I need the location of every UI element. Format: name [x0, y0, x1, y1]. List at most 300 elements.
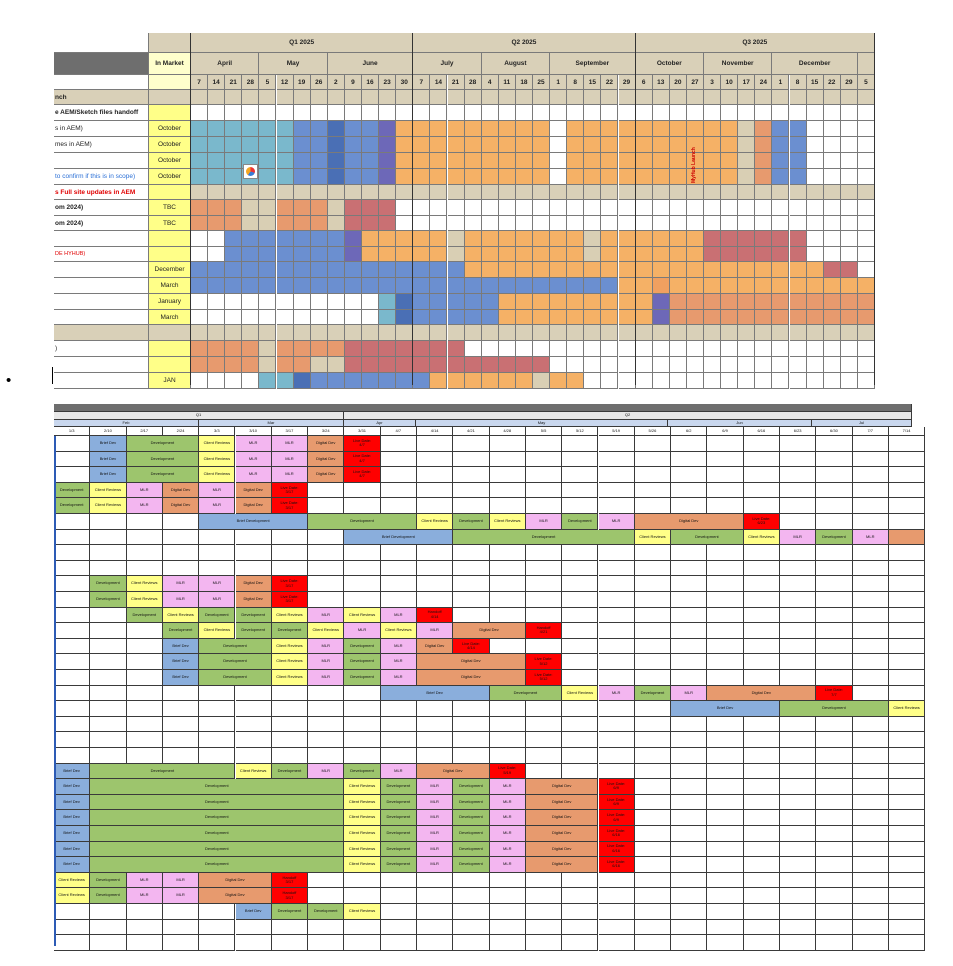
task-dv [490, 686, 563, 702]
in-market-cell [149, 105, 191, 121]
timeline-cell [853, 467, 889, 483]
task-cr [54, 888, 90, 904]
timeline-cell [90, 623, 126, 639]
month-header: December [772, 53, 858, 75]
timeline-cell [790, 231, 807, 247]
timeline-cell [780, 639, 816, 655]
task-label: Development [96, 596, 120, 602]
timeline-cell [738, 169, 755, 185]
timeline-cell [567, 121, 584, 137]
timeline-cell [448, 153, 465, 169]
timeline-cell [653, 373, 670, 389]
timeline-cell [704, 121, 721, 137]
task-label: MLR [176, 580, 185, 586]
timeline-cell [191, 341, 208, 357]
timeline-cell [208, 278, 225, 294]
timeline-cell [841, 325, 858, 341]
timeline-cell [567, 357, 584, 373]
timeline-cell [163, 530, 199, 546]
timeline-cell [853, 920, 889, 936]
task-dv [635, 686, 671, 702]
timeline-cell [308, 888, 344, 904]
timeline-cell [755, 169, 772, 185]
timeline-cell [191, 216, 208, 231]
timeline-cell [671, 873, 707, 889]
timeline-cell [499, 200, 516, 216]
timeline-cell [328, 153, 345, 169]
timeline-cell [54, 717, 90, 733]
task-label: Development [132, 611, 157, 617]
timeline-cell [272, 561, 308, 577]
timeline-cell [54, 623, 90, 639]
timeline-cell [413, 90, 430, 105]
timeline-cell [670, 357, 687, 373]
timeline-cell [90, 654, 126, 670]
timeline-cell [707, 779, 743, 795]
task-date: 6/16 [612, 832, 621, 838]
task-date: 6/16 [612, 863, 621, 869]
timeline-cell [671, 810, 707, 826]
timeline-cell [516, 231, 533, 247]
timeline-cell [413, 278, 430, 294]
timeline-cell [635, 842, 671, 858]
task-label: Development [350, 767, 374, 773]
timeline-cell [853, 576, 889, 592]
task-ml [417, 810, 453, 826]
timeline-cell [671, 608, 707, 624]
timeline-cell [704, 137, 721, 153]
timeline-cell [550, 200, 567, 216]
timeline-cell [344, 717, 380, 733]
timeline-cell [567, 216, 584, 231]
timeline-cell [381, 452, 417, 468]
in-market-cell: March [149, 278, 191, 294]
timeline-cell [653, 231, 670, 247]
timeline-cell [499, 310, 516, 325]
timeline-cell [417, 701, 453, 717]
task-ml [417, 826, 453, 842]
timeline-cell [328, 200, 345, 216]
task-dd [417, 670, 526, 686]
timeline-cell [889, 873, 925, 889]
timeline-cell [807, 90, 824, 105]
task-bd [54, 764, 90, 780]
timeline-cell [430, 373, 447, 389]
timeline-cell [308, 701, 344, 717]
timeline-cell [853, 873, 889, 889]
timeline-cell [841, 294, 858, 310]
row-label: DE HYHUB) [54, 247, 149, 262]
task-label: MLR [503, 830, 512, 836]
timeline-cell [744, 732, 780, 748]
timeline-cell [381, 748, 417, 764]
timeline-cell [199, 732, 235, 748]
timeline-cell [824, 357, 841, 373]
task-label: Digital Dev [243, 502, 263, 508]
timeline-cell [816, 623, 852, 639]
timeline-cell [311, 137, 328, 153]
timeline-cell [755, 105, 772, 121]
week-header: 15 [807, 75, 824, 90]
timeline-cell [599, 670, 635, 686]
row-label: to confirm if this is in scope) [54, 169, 149, 185]
timeline-cell [562, 701, 598, 717]
week-header: 6/16 [744, 427, 780, 436]
timeline-cell [790, 153, 807, 169]
timeline-cell [824, 247, 841, 262]
week-header: 3/31 [344, 427, 380, 436]
timeline-cell [687, 310, 704, 325]
timeline-cell [448, 357, 465, 373]
task-dv [381, 810, 417, 826]
timeline-cell [311, 373, 328, 389]
timeline-cell [790, 373, 807, 389]
timeline-cell [453, 452, 489, 468]
timeline-cell [448, 200, 465, 216]
timeline-cell [738, 137, 755, 153]
timeline-cell [482, 247, 499, 262]
timeline-cell [816, 888, 852, 904]
task-bd [54, 857, 90, 873]
timeline-cell [225, 216, 242, 231]
timeline-cell [328, 262, 345, 278]
row-label: om 2024) [54, 216, 149, 231]
timeline-cell [738, 105, 755, 121]
timeline-cell [533, 231, 550, 247]
task-label: MLR [539, 518, 548, 524]
task-ld [272, 576, 308, 592]
week-header: 4/21 [453, 427, 489, 436]
week-header: 24 [755, 75, 772, 90]
week-header: 22 [601, 75, 618, 90]
task-ld [599, 779, 635, 795]
timeline-cell [242, 200, 259, 216]
task-bd [90, 436, 126, 452]
timeline-cell [721, 169, 738, 185]
timeline-cell [362, 153, 379, 169]
task-dd [236, 483, 272, 499]
timeline-cell [54, 732, 90, 748]
in-market-header: In Market [149, 53, 191, 75]
timeline-cell [242, 121, 259, 137]
sheet-left-edge [54, 436, 56, 946]
task-label: MLR [248, 440, 258, 446]
task-label: Brief Dev [99, 471, 117, 477]
task-dv [381, 795, 417, 811]
timeline-cell [721, 137, 738, 153]
timeline-cell [889, 452, 925, 468]
task-label: Development [568, 518, 592, 524]
timeline-cell [704, 294, 721, 310]
timeline-cell [417, 904, 453, 920]
timeline-cell [311, 185, 328, 200]
timeline-cell [635, 857, 671, 873]
timeline-cell [780, 561, 816, 577]
text-cursor[interactable] [52, 367, 53, 384]
task-dd [417, 639, 453, 655]
timeline-cell [744, 857, 780, 873]
timeline-cell [417, 545, 453, 561]
timeline-cell [816, 826, 852, 842]
timeline-cell [841, 310, 858, 325]
timeline-cell [362, 121, 379, 137]
timeline-cell [704, 325, 721, 341]
task-label: Digital Dev [552, 814, 572, 820]
timeline-cell [567, 200, 584, 216]
timeline-cell [482, 310, 499, 325]
timeline-cell [272, 920, 308, 936]
week-header: 6 [636, 75, 653, 90]
timeline-cell [533, 185, 550, 200]
task-ml [381, 639, 417, 655]
timeline-cell [816, 670, 852, 686]
timeline-cell [516, 262, 533, 278]
timeline-cell [562, 732, 598, 748]
task-bd [236, 904, 272, 920]
timeline-cell [687, 231, 704, 247]
timeline-cell [721, 373, 738, 389]
timeline-cell [127, 654, 163, 670]
timeline-cell [889, 514, 925, 530]
row-label [54, 310, 149, 325]
roadmap-sheet-top [54, 33, 912, 385]
timeline-cell [236, 686, 272, 702]
timeline-cell [127, 920, 163, 936]
timeline-cell [707, 545, 743, 561]
timeline-cell [550, 169, 567, 185]
timeline-cell [584, 216, 601, 231]
week-header: 7/14 [889, 427, 925, 436]
timeline-cell [362, 373, 379, 389]
timeline-cell [636, 121, 653, 137]
timeline-cell [242, 247, 259, 262]
timeline-cell [635, 592, 671, 608]
week-header: 26 [311, 75, 328, 90]
task-date: 3/17 [285, 894, 294, 900]
timeline-cell [225, 325, 242, 341]
timeline-cell [721, 262, 738, 278]
timeline-cell [311, 325, 328, 341]
task-cr [272, 670, 308, 686]
timeline-cell [417, 483, 453, 499]
timeline-cell [526, 873, 562, 889]
task-dv [199, 639, 272, 655]
timeline-cell [824, 121, 841, 137]
timeline-cell [790, 262, 807, 278]
task-ml [127, 888, 163, 904]
timeline-cell [780, 748, 816, 764]
row-label [54, 231, 149, 247]
timeline-cell [670, 216, 687, 231]
task-label: Digital Dev [316, 440, 336, 446]
timeline-cell [277, 262, 294, 278]
timeline-cell [601, 310, 618, 325]
timeline-cell [499, 169, 516, 185]
task-ml [272, 452, 308, 468]
timeline-cell [311, 200, 328, 216]
timeline-cell [584, 231, 601, 247]
task-label: Live Date: [353, 468, 372, 474]
timeline-cell [294, 200, 311, 216]
timeline-cell [841, 105, 858, 121]
timeline-cell [499, 216, 516, 231]
timeline-cell [562, 452, 598, 468]
timeline-cell [453, 935, 489, 951]
timeline-cell [208, 105, 225, 121]
timeline-cell [379, 137, 396, 153]
timeline-cell [311, 153, 328, 169]
task-dv [90, 576, 126, 592]
timeline-cell [816, 498, 852, 514]
timeline-cell [601, 90, 618, 105]
timeline-cell [242, 216, 259, 231]
timeline-cell [772, 341, 789, 357]
timeline-cell [308, 748, 344, 764]
timeline-cell [272, 686, 308, 702]
in-market-cell: TBC [149, 216, 191, 231]
task-dv [54, 498, 90, 514]
in-market-cell [149, 231, 191, 247]
task-label: MLR [248, 471, 258, 477]
in-market-cell: December [149, 262, 191, 278]
timeline-cell [653, 247, 670, 262]
month-header [858, 53, 875, 75]
task-label: Development [459, 814, 483, 820]
week-header: 22 [824, 75, 841, 90]
timeline-cell [277, 231, 294, 247]
timeline-cell [721, 341, 738, 357]
timeline-cell [490, 873, 526, 889]
timeline-cell [635, 764, 671, 780]
timeline-cell [599, 608, 635, 624]
timeline-cell [328, 325, 345, 341]
timeline-cell [738, 310, 755, 325]
task-dv [453, 530, 635, 546]
timeline-cell [807, 137, 824, 153]
timeline-cell [526, 920, 562, 936]
task-dd [526, 779, 599, 795]
timeline-cell [272, 748, 308, 764]
timeline-cell [584, 185, 601, 200]
timeline-cell [599, 576, 635, 592]
timeline-cell [636, 231, 653, 247]
task-label: MLR [503, 783, 512, 789]
timeline-cell [636, 169, 653, 185]
timeline-cell [259, 262, 276, 278]
task-cr [381, 623, 417, 639]
timeline-cell [362, 278, 379, 294]
task-label: Development [205, 814, 229, 820]
task-label: Development [531, 533, 556, 539]
task-bd [90, 452, 126, 468]
timeline-cell [670, 262, 687, 278]
task-cr [889, 701, 925, 717]
timeline-cell [417, 467, 453, 483]
task-ld [526, 623, 562, 639]
timeline-cell [858, 105, 875, 121]
timeline-cell [780, 935, 816, 951]
timeline-cell [550, 373, 567, 389]
task-label: Digital Dev [243, 580, 263, 586]
timeline-cell [413, 137, 430, 153]
timeline-cell [344, 748, 380, 764]
timeline-cell [816, 748, 852, 764]
timeline-cell [772, 294, 789, 310]
timeline-cell [533, 357, 550, 373]
timeline-cell [816, 732, 852, 748]
timeline-cell [199, 935, 235, 951]
week-header: 14 [430, 75, 447, 90]
timeline-cell [858, 341, 875, 357]
timeline-cell [636, 278, 653, 294]
timeline-cell [816, 904, 852, 920]
week-header: 1 [772, 75, 789, 90]
timeline-cell [54, 904, 90, 920]
timeline-cell [430, 90, 447, 105]
timeline-cell [417, 592, 453, 608]
timeline-cell [853, 764, 889, 780]
timeline-cell [780, 842, 816, 858]
timeline-cell [208, 216, 225, 231]
task-label: Development [59, 486, 84, 492]
timeline-cell [707, 467, 743, 483]
timeline-cell [381, 545, 417, 561]
timeline-cell [465, 121, 482, 137]
task-label: Brief Dev [244, 908, 262, 914]
timeline-cell [562, 436, 598, 452]
timeline-cell [635, 795, 671, 811]
in-market-cell: March [149, 310, 191, 325]
timeline-cell [889, 904, 925, 920]
timeline-cell [430, 341, 447, 357]
timeline-cell [599, 639, 635, 655]
timeline-cell [635, 904, 671, 920]
task-label: MLR [394, 767, 403, 773]
timeline-cell [790, 310, 807, 325]
timeline-cell [653, 121, 670, 137]
task-ml [163, 592, 199, 608]
week-header: 4/14 [417, 427, 453, 436]
timeline-cell [707, 639, 743, 655]
sheet-top-bar [54, 404, 912, 412]
timeline-cell [738, 216, 755, 231]
timeline-cell [738, 90, 755, 105]
timeline-cell [635, 670, 671, 686]
task-dd [163, 498, 199, 514]
timeline-cell [889, 857, 925, 873]
timeline-cell [191, 310, 208, 325]
task-dv [199, 608, 235, 624]
timeline-cell [853, 779, 889, 795]
timeline-cell [236, 701, 272, 717]
timeline-cell [889, 686, 925, 702]
task-ld [417, 608, 453, 624]
timeline-cell [482, 185, 499, 200]
timeline-cell [567, 310, 584, 325]
timeline-cell [499, 341, 516, 357]
task-label: Digital Dev [316, 455, 336, 461]
timeline-cell [345, 137, 362, 153]
timeline-cell [127, 623, 163, 639]
timeline-cell [744, 904, 780, 920]
timeline-cell [516, 310, 533, 325]
timeline-cell [619, 169, 636, 185]
timeline-cell [687, 262, 704, 278]
task-label: MLR [430, 845, 439, 851]
timeline-cell [853, 748, 889, 764]
month-header: Feb [54, 420, 199, 427]
timeline-cell [345, 325, 362, 341]
